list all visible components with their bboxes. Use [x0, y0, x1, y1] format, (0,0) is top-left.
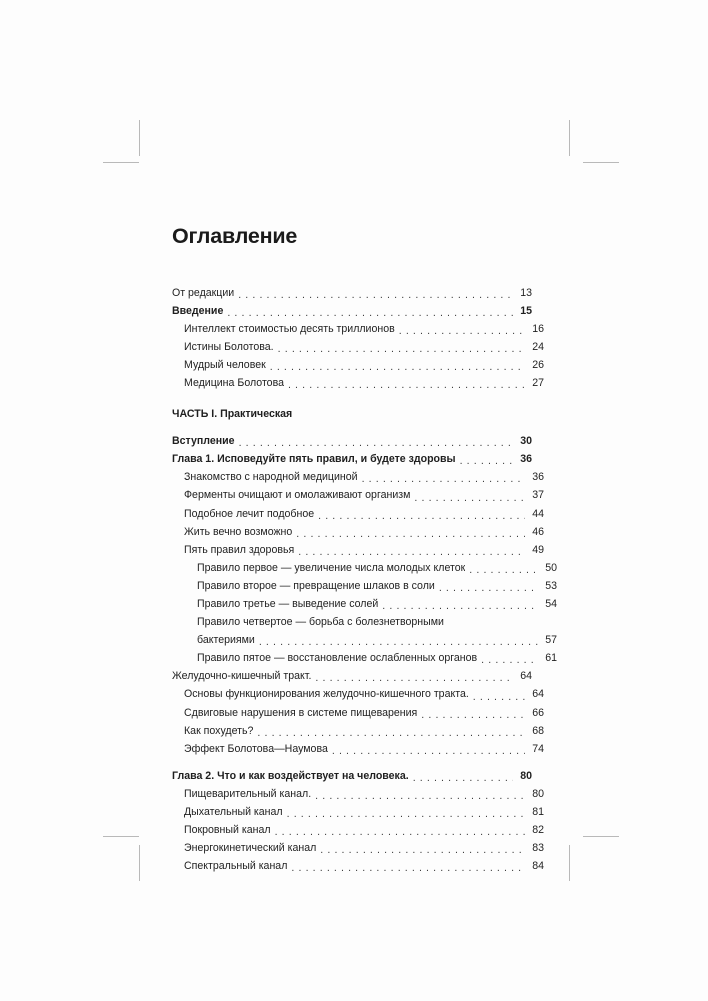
toc-entry-label: Ферменты очищают и омолаживают организм [184, 489, 411, 502]
toc-page-number: 81 [532, 806, 544, 819]
crop-mark-bottom-left-horizontal [103, 836, 139, 837]
crop-mark-bottom-right-horizontal [583, 836, 619, 837]
toc-entry-label: Пищеварительный канал. [184, 787, 312, 800]
toc-page-number: 61 [545, 652, 557, 665]
toc-dot-leader [239, 437, 513, 450]
toc-entry[interactable] [172, 523, 544, 541]
toc-entry-label: Введение [172, 304, 224, 317]
toc-entry[interactable] [172, 405, 532, 423]
toc-dot-leader [288, 379, 525, 392]
toc-dot-leader [399, 325, 525, 338]
toc-dot-leader [298, 546, 525, 559]
toc-entry[interactable] [172, 704, 544, 722]
toc-dot-leader [332, 745, 525, 758]
toc-page-number: 30 [520, 435, 532, 448]
toc-entry-label: Эффект Болотова—Наумова [184, 742, 328, 755]
toc-dot-leader [257, 727, 525, 740]
toc-page-number: 64 [532, 688, 544, 701]
toc-entry-label: Дыхательный канал [184, 806, 283, 819]
toc-dot-leader [460, 455, 513, 468]
toc-entry[interactable] [172, 685, 544, 703]
toc-page-number: 27 [532, 376, 544, 389]
toc-entry[interactable] [172, 356, 544, 374]
toc-page-number: 64 [520, 670, 532, 683]
toc-page-number: 49 [532, 543, 544, 556]
toc-page-number: 80 [532, 787, 544, 800]
crop-mark-top-left-horizontal [103, 162, 139, 163]
crop-mark-top-right-vertical [569, 120, 570, 156]
toc-page-number: 84 [532, 860, 544, 873]
toc-page-number: 66 [532, 706, 544, 719]
toc-entry[interactable] [172, 785, 544, 803]
toc-dot-leader [481, 654, 538, 667]
toc-entry[interactable] [172, 649, 557, 667]
toc-spacer [172, 758, 532, 767]
toc-entry-label: Глава 1. Исповедуйте пять правил, и будете здоровы [172, 453, 456, 466]
toc-spacer [172, 392, 532, 405]
toc-entry[interactable] [172, 284, 532, 302]
toc-entry-label: ЧАСТЬ I. Практическая [172, 408, 293, 421]
toc-page-number: 44 [532, 507, 544, 520]
toc-dot-leader [270, 361, 525, 374]
toc-entry-label: Знакомство с народной медициной [184, 471, 358, 484]
toc-dot-leader [362, 473, 525, 486]
toc-entry-label: Подобное лечит подобное [184, 507, 315, 520]
toc-dot-leader [439, 582, 538, 595]
toc-page-number: 37 [532, 489, 544, 502]
toc-page-number: 50 [545, 561, 557, 574]
toc-entry-label: Как похудеть? [184, 724, 254, 737]
toc-entry-label: Основы функционирования желудочно-кишечного тракта. [184, 688, 469, 701]
toc-entry-label: Пять правил здоровья [184, 543, 295, 556]
toc-entry[interactable] [172, 302, 532, 320]
toc-entry-label: Вступление [172, 435, 235, 448]
toc-dot-leader [318, 510, 525, 523]
toc-dot-leader [320, 844, 525, 857]
toc-page-number: 36 [520, 453, 532, 466]
crop-mark-bottom-right-vertical [569, 845, 570, 881]
toc-dot-leader [227, 307, 513, 320]
toc-entry-label: Мудрый человек [184, 358, 266, 371]
toc-entry-label: Энергокинетический канал [184, 842, 317, 855]
toc-entry[interactable] [172, 667, 532, 685]
toc-spacer [172, 423, 532, 432]
toc-page-number: 54 [545, 598, 557, 610]
toc-dot-leader [259, 636, 538, 649]
toc-dot-leader [421, 709, 525, 722]
toc-entry[interactable] [172, 595, 557, 613]
toc-entry-label: Интеллект стоимостью десять триллионов [184, 322, 395, 335]
toc-page-number: 83 [532, 842, 544, 855]
toc-entry[interactable] [172, 722, 544, 740]
toc-entry[interactable] [172, 505, 544, 523]
toc-entry-label: Истины Болотова. [184, 340, 274, 353]
crop-mark-bottom-left-vertical [139, 845, 140, 881]
toc-entry-label: Жить вечно возможно [184, 525, 293, 538]
toc-entry[interactable] [172, 631, 557, 649]
toc-entry-label: бактериями [197, 634, 255, 647]
toc-entry[interactable] [172, 450, 532, 468]
toc-dot-leader [278, 343, 525, 356]
toc-list [172, 284, 557, 876]
page-title: Оглавление [172, 224, 298, 248]
toc-entry[interactable] [172, 821, 544, 839]
toc-dot-leader [382, 600, 538, 613]
toc-dot-leader [287, 808, 525, 821]
toc-page-number: 13 [520, 286, 532, 299]
toc-entry[interactable] [172, 541, 544, 559]
toc-dot-leader [473, 691, 525, 704]
toc-dot-leader [469, 564, 538, 577]
toc-entry-label: Покровный канал [184, 824, 271, 837]
toc-dot-leader [275, 826, 525, 839]
toc-entry[interactable] [172, 559, 557, 577]
toc-entry-label: Медицина Болотова [184, 376, 284, 389]
toc-entry[interactable] [172, 857, 544, 875]
toc-entry[interactable] [172, 374, 544, 392]
toc-entry-label: Спектральный канал [184, 860, 288, 873]
toc-entry-label: Сдвиговые нарушения в системе пищеварения [184, 706, 418, 719]
toc-page-number: 36 [532, 471, 544, 484]
toc-entry-label: Глава 2. Что и как воздействует на человека. [172, 769, 409, 782]
toc-entry-label: Правило пятое — восстановление ослабленных органов [197, 652, 478, 665]
toc-page-number: 74 [532, 742, 544, 755]
toc-dot-leader [296, 528, 525, 541]
toc-entry-label: Правило первое — увеличение числа молодых клеток [197, 561, 466, 574]
toc-entry[interactable] [172, 803, 544, 821]
toc-content [172, 224, 557, 875]
toc-dot-leader [315, 672, 513, 685]
toc-page-number: 16 [532, 322, 544, 335]
toc-entry-label: От редакции [172, 286, 235, 299]
toc-page-number: 57 [545, 634, 557, 647]
toc-page-number: 82 [532, 824, 544, 837]
toc-entry-label: Правило третье — выведение солей [197, 598, 379, 610]
toc-entry[interactable] [172, 432, 532, 450]
toc-page-number: 68 [532, 724, 544, 737]
toc-dot-leader [413, 772, 513, 785]
toc-entry[interactable] [172, 338, 544, 356]
toc-page-number: 24 [532, 340, 544, 353]
toc-entry[interactable] [172, 486, 544, 504]
toc-page-number: 26 [532, 358, 544, 371]
toc-entry-label: Правило четвертое — борьба с болезнетворными [197, 616, 444, 629]
toc-page-number: 80 [520, 769, 532, 782]
crop-mark-top-left-vertical [139, 120, 140, 156]
toc-dot-leader [315, 790, 525, 803]
toc-dot-leader [238, 289, 513, 302]
toc-entry[interactable] [172, 839, 544, 857]
toc-entry[interactable] [172, 767, 532, 785]
toc-entry[interactable] [172, 577, 557, 595]
toc-dot-leader [414, 492, 525, 505]
toc-page-number: 15 [520, 304, 532, 317]
toc-entry[interactable] [172, 468, 544, 486]
toc-entry[interactable] [172, 740, 544, 758]
toc-entry[interactable] [172, 613, 557, 631]
toc-entry-label: Правило второе — превращение шлаков в соли [197, 579, 435, 592]
toc-page-number: 46 [532, 525, 544, 538]
toc-entry[interactable] [172, 320, 544, 338]
toc-entry-label: Желудочно-кишечный тракт. [172, 670, 312, 683]
toc-dot-leader [291, 862, 525, 875]
toc-page-number: 53 [545, 579, 557, 592]
crop-mark-top-right-horizontal [583, 162, 619, 163]
